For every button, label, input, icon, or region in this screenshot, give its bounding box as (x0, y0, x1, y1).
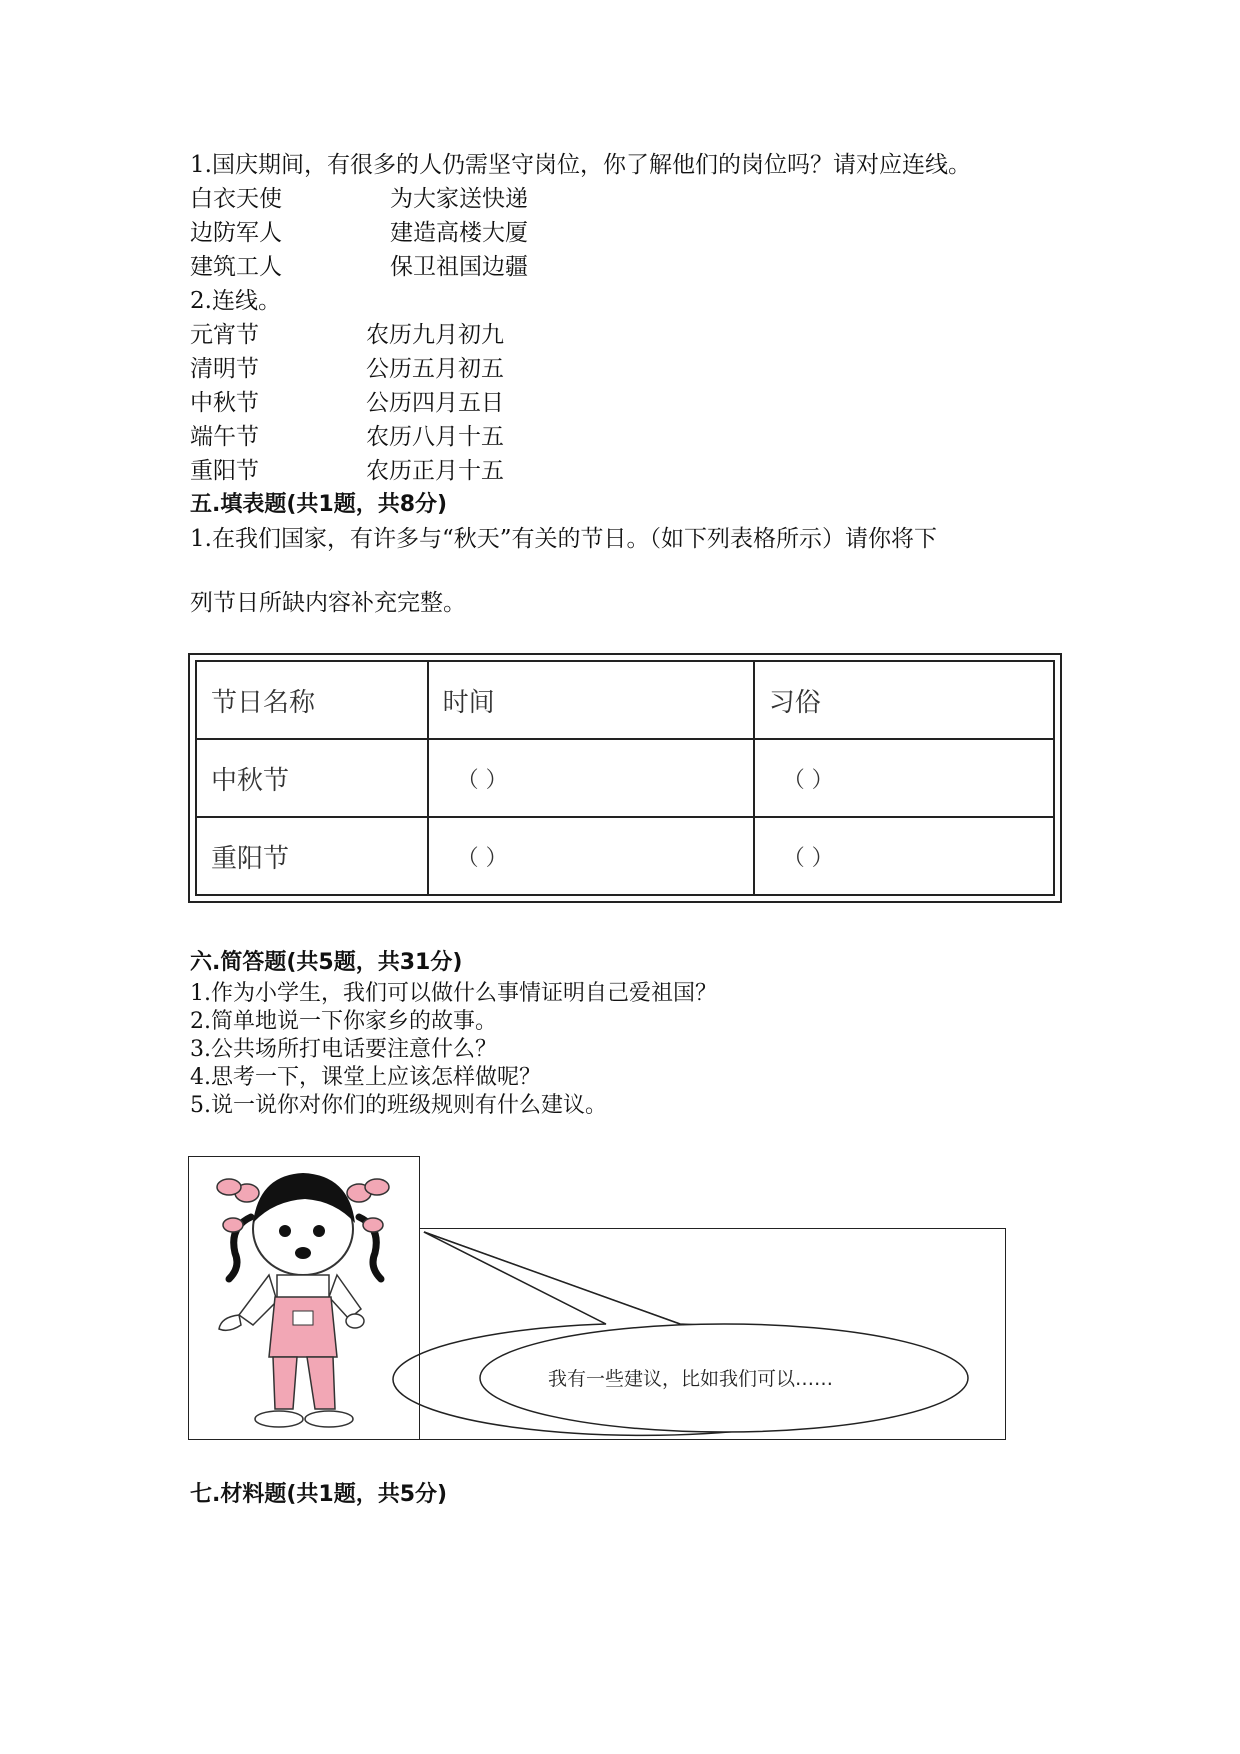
table-row (196, 739, 1054, 817)
answer-blank[interactable]: （ ） (754, 739, 1054, 817)
match-left: 边防军人 (190, 220, 282, 246)
section-5-question-line-1: 1.在我们国家，有许多与“秋天”有关的节日。（如下列表格所示）请你将下 (190, 526, 937, 552)
section-5-question-line-2: 列节日所缺内容补充完整。 (190, 590, 466, 616)
match-pair (190, 250, 1070, 284)
match-pair (190, 216, 1070, 250)
match-left: 重阳节 (190, 458, 259, 484)
girl-speech-figure (188, 1156, 1008, 1446)
section-5-heading: 五.填表题(共1题，共8分) (190, 492, 448, 517)
match-pair (190, 182, 1070, 216)
table-header-cell: 时间 (428, 661, 754, 739)
short-answer-question: 2.简单地说一下你家乡的故事。 (190, 1009, 497, 1034)
match-pair (190, 352, 1070, 386)
match-right: 公历四月五日 (366, 390, 504, 416)
match-left: 白衣天使 (190, 186, 282, 212)
answer-blank[interactable]: （ ） (428, 739, 754, 817)
match-pair (190, 454, 1070, 488)
section-6-short-answer (190, 946, 1070, 1120)
question-2: 2.连线。 (190, 288, 281, 314)
speech-bubble-icon (188, 1156, 1008, 1446)
match-left: 清明节 (190, 356, 259, 382)
match-right: 保卫祖国边疆 (390, 254, 528, 280)
festival-table-frame (188, 653, 1062, 903)
match-pair (190, 386, 1070, 420)
match-right: 农历八月十五 (366, 424, 504, 450)
match-left: 建筑工人 (190, 254, 282, 280)
table-header-cell: 习俗 (754, 661, 1054, 739)
festival-table (195, 660, 1055, 896)
match-left: 元宵节 (190, 322, 259, 348)
table-cell: 中秋节 (196, 739, 428, 817)
match-right: 建造高楼大厦 (390, 220, 528, 246)
short-answer-question: 5.说一说你对你们的班级规则有什么建议。 (190, 1093, 607, 1118)
match-right: 农历九月初九 (366, 322, 504, 348)
answer-blank[interactable]: （ ） (754, 817, 1054, 895)
match-left: 端午节 (190, 424, 259, 450)
table-header-row (196, 661, 1054, 739)
section-7-heading: 七.材料题(共1题，共5分) (190, 1482, 448, 1507)
match-pair (190, 318, 1070, 352)
answer-blank[interactable]: （ ） (428, 817, 754, 895)
speech-bubble-text: 我有一些建议，比如我们可以…… (548, 1368, 834, 1390)
match-left: 中秋节 (190, 390, 259, 416)
short-answer-question: 4.思考一下，课堂上应该怎样做呢？ (190, 1065, 541, 1090)
question-1: 1.国庆期间，有很多的人仍需坚守岗位，你了解他们的岗位吗？请对应连线。 (190, 152, 971, 178)
section-6-heading: 六.简答题(共5题，共31分) (190, 950, 463, 975)
short-answer-question: 1.作为小学生，我们可以做什么事情证明自己爱祖国？ (190, 981, 717, 1006)
section-4-matching (190, 148, 1070, 620)
match-pair (190, 420, 1070, 454)
match-right: 农历正月十五 (366, 458, 504, 484)
short-answer-question: 3.公共场所打电话要注意什么？ (190, 1037, 497, 1062)
match-right: 为大家送快递 (390, 186, 528, 212)
match-right: 公历五月初五 (366, 356, 504, 382)
table-row (196, 817, 1054, 895)
table-header-cell: 节日名称 (196, 661, 428, 739)
table-cell: 重阳节 (196, 817, 428, 895)
